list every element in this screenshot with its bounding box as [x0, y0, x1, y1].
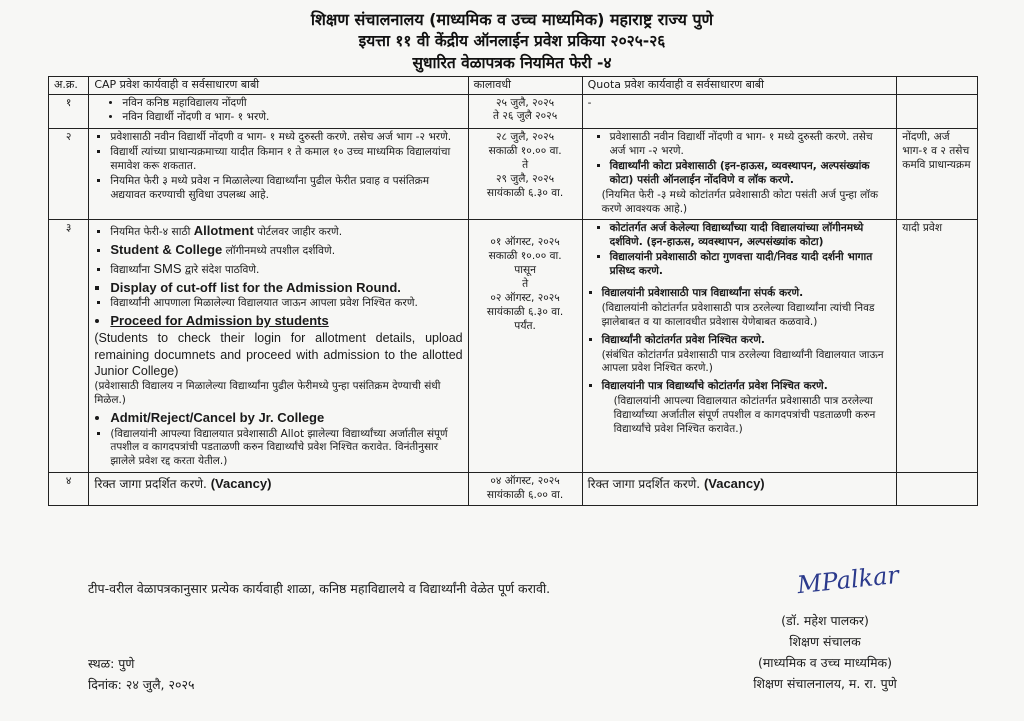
header-cap: CAP प्रवेश कार्यवाही व सर्वसाधारण बाबी [89, 77, 468, 95]
header-extra [897, 77, 978, 95]
signatory-designation-2: (माध्यमिक व उच्च माध्यमिक) [757, 655, 893, 670]
admission-paragraph: (Students to check their login for allotment details, upload remaining documnets and proceed with admission to the allotted Junior College) [94, 331, 463, 379]
item-text: विद्यार्थ्यांना [110, 263, 150, 276]
row-serial: ३ [49, 220, 89, 473]
quota-note: (नियमित फेरी -३ मध्ये कोटांतर्गत प्रवेशासाठी कोटा पसंती अर्ज पुन्हा लॉक करणे आवश्यक आहे.) [601, 189, 879, 216]
quota-cell [582, 473, 897, 506]
date-cell [468, 220, 582, 473]
list-item: ▪ कोटांतर्गत अर्ज केलेल्या विद्यार्थ्यांच्या यादी विद्यालयांच्या लॉगीनमध्ये दर्शविणे. (इन-हाऊस, व्यवस्थापन, अल्पसंख्यांक कोटा) [610, 222, 892, 250]
date-line: २९ जुलै, २०२५ [495, 173, 555, 186]
place: स्थळ: पुणे [88, 656, 135, 671]
item-text: रिक्त जागा प्रदर्शित करणे. [94, 477, 207, 492]
date-line: ०१ ऑगस्ट, २०२५ [490, 236, 560, 249]
list-item: • नविन कनिष्ठ महाविद्यालय नोंदणी [122, 97, 462, 111]
header-line-1: शिक्षण संचालनालय (माध्यमिक व उच्च माध्यमिक) महाराष्ट्र राज्य पुणे [310, 10, 714, 29]
signatory-designation-3: शिक्षण संचालनालय, म. रा. पुणे [753, 676, 897, 691]
cap-cell [89, 94, 468, 129]
date-line: सायंकाळी ६.३० वा. [486, 187, 564, 200]
table-header-row [49, 77, 978, 95]
list-item: ▪ विद्यार्थ्यांनी कोटांतर्गत प्रवेश निश्चित करणे. [602, 334, 892, 348]
extra-cell: नोंदणी, अर्ज भाग-१ व २ तसेच कमवि प्राधान्यक्रम [897, 129, 978, 220]
signatory-name: (डॉ. महेश पालकर) [781, 613, 869, 628]
date-cell [468, 473, 582, 506]
item-text: नियमित फेरी-४ साठी [110, 226, 191, 239]
cap-cell [89, 220, 468, 473]
date-line: सकाळी १०.०० वा. [488, 145, 562, 158]
item-text: द्वारे संदेश पाठविणे. [184, 263, 260, 276]
extra-cell [897, 473, 978, 506]
header-quota: Quota प्रवेश कार्यवाही व सर्वसाधारण बाबी [582, 77, 897, 95]
list-item: ▪ प्रवेशासाठी नवीन विद्यार्थी नोंदणी व भाग- १ मध्ये दुरुस्ती करणे. तसेच अर्ज भाग -२ भरणे. [110, 131, 462, 145]
quota-cell [582, 129, 897, 220]
date-line: पासून [514, 263, 536, 276]
item-keyword: (Vacancy) [703, 476, 765, 492]
table-row [49, 94, 978, 129]
list-item [110, 260, 462, 278]
list-item: ▪ प्रवेशासाठी नवीन विद्यार्थी नोंदणी व भाग- १ मध्ये दुरुस्ती करणे. तसेच अर्ज भाग -२ भरणे. [610, 131, 892, 159]
cap-cell [89, 129, 468, 220]
list-item: ▪ (विद्यालयांनी आपल्या विद्यालयात प्रवेशासाठी Allot झालेल्या विद्यार्थ्यांच्या अर्जातील संपूर्ण तपशील व कागदपत्रांची पडताळणी करुन विद्यार्थ्यांचे प्रवेश निश्चित करावेत. विनंतीनुसार झालेले प्रवेश रद्द करता येतील.) [110, 428, 462, 470]
date-line: पर्यंत. [514, 319, 536, 332]
item-text: पोर्टलवर जाहीर करणे. [257, 226, 343, 239]
row-serial: १ [49, 94, 89, 129]
date-line: सायंकाळी ६.०० वा. [486, 489, 564, 502]
date-cell [468, 129, 582, 220]
date-cell [468, 94, 582, 129]
list-item [110, 241, 462, 259]
header-serial: अ.क्र. [49, 77, 89, 95]
list-item: • Proceed for Admission by students [110, 312, 462, 329]
cap-cell [89, 473, 468, 506]
issue-date: दिनांक: २४ जुलै, २०२५ [88, 677, 195, 692]
date-line: ०२ ऑगस्ट, २०२५ [490, 291, 560, 304]
header-line-2: इयत्ता ११ वी केंद्रीय ऑनलाईन प्रवेश प्रकिया २०२५-२६ [358, 32, 666, 50]
signatory-designation-1: शिक्षण संचालक [789, 634, 861, 649]
date-line: सकाळी १०.०० वा. [488, 250, 562, 263]
date-line: सायंकाळी ६.३० वा. [486, 305, 564, 318]
signature: MPalkar [795, 560, 901, 600]
list-item: ▪ विद्यार्थ्यांनी कोटा प्रवेशासाठी (इन-हाऊस, व्यवस्थापन, अल्पसंख्यांक कोटा) पसंती ऑनलाईन नोंदविणे व लॉक करणे. [610, 160, 892, 188]
item-keyword: SMS [153, 260, 182, 276]
item-keyword: Student & College [110, 242, 223, 258]
list-item [110, 222, 462, 240]
quota-note: (विद्यालयांनी आपल्या विद्यालयात कोटांतर्गत प्रवेशासाठी पात्र ठरलेल्या विद्यार्थ्यांच्या अर्जातील संपूर्ण तपशील व कागदपत्रांची पडताळणी करुन विद्यार्थ्यांचे प्रवेश निश्चित करावेत.) [613, 395, 876, 435]
list-item: ▪ विद्यार्थी त्यांच्या प्राधान्यक्रमाच्या यादीत किमान १ ते कमाल १० उच्च माध्यमिक विद्यालयांचा समावेश करू शकतात. [110, 146, 462, 174]
list-item: • Admit/Reject/Cancel by Jr. College [110, 409, 462, 426]
list-item: ▪ विद्यार्थ्यांनी आपणाला मिळालेल्या विद्यालयात जाऊन आपला प्रवेश निश्चित करणे. [110, 297, 462, 311]
date-line: ते [522, 159, 529, 172]
quota-cell: - [582, 94, 897, 129]
table-row [49, 220, 978, 473]
table-row [49, 473, 978, 506]
table-row [49, 129, 978, 220]
date-line: २५ जुलै, २०२५ [495, 96, 555, 109]
date-line: २८ जुलै, २०२५ [495, 131, 555, 144]
cap-note: (प्रवेशासाठी विद्यालय न मिळालेल्या विद्यार्थ्यांना पुढील फेरीमध्ये पुन्हा पसंतिक्रम देण्याची संधी मिळेल.) [94, 379, 441, 406]
list-item: ▪ विद्यालयांनी प्रवेशासाठी कोटा गुणवत्ता यादी/निवड यादी दर्शनी भागात प्रसिध्द करणे. [610, 251, 892, 279]
row-serial: २ [49, 129, 89, 220]
list-item: ▪ नियमित फेरी ३ मध्ये प्रवेश न मिळालेल्या विद्यार्थ्यांना पुढील फेरीत प्रवाह व पसंतिक्रम अद्ययावत करण्याची सुविधा उपलब्ध आहे. [110, 175, 462, 203]
header-line-3: सुधारित वेळापत्रक नियमित फेरी -४ [412, 54, 612, 72]
extra-cell: यादी प्रवेश [897, 220, 978, 473]
row-serial: ४ [49, 473, 89, 506]
item-text: रिक्त जागा प्रदर्शित करणे. [587, 477, 701, 492]
quota-note: (विद्यालयांनी कोटांतर्गत प्रवेशासाठी पात्र ठरलेल्या विद्यार्थ्यांना त्यांची निवड झालेबाबत व या कालावधीत प्रवेशास येणेबाबत कळवावे.) [601, 301, 875, 328]
item-text: लॉगीनमध्ये तपशील दर्शविणे. [225, 245, 336, 258]
item-keyword: Allotment [193, 223, 254, 239]
list-item: ▪ Display of cut-off list for the Admission Round. [110, 279, 462, 296]
quota-note: (संबंधित कोटांतर्गत प्रवेशासाठी पात्र ठरलेल्या विद्यार्थ्यांनी विद्यालयात जाऊन आपला प्रवेश निश्चित करणे.) [601, 348, 884, 375]
extra-cell [897, 94, 978, 129]
list-item: • नविन विद्यार्थी नोंदणी व भाग- १ भरणे. [122, 111, 462, 125]
header-duration: कालावधी [468, 77, 582, 95]
schedule-table [48, 76, 978, 506]
date-line: ०४ ऑगस्ट, २०२५ [490, 475, 560, 488]
date-line: ते [522, 277, 529, 290]
footer-note: टीप-वरील वेळापत्रकानुसार प्रत्येक कार्यवाही शाळा, कनिष्ठ महाविद्यालये व विद्यार्थ्यांनी वेळेत पूर्ण करावी. [88, 581, 551, 596]
item-keyword: (Vacancy) [210, 476, 272, 492]
list-item: ▪ विद्यालयांनी पात्र विद्यार्थ्यांचे कोटांतर्गत प्रवेश निश्चित करणे. [602, 380, 892, 394]
date-line: ते २६ जुलै २०२५ [492, 110, 558, 123]
list-item: ▪ विद्यालयांनी प्रवेशासाठी पात्र विद्यार्थ्यांना संपर्क करणे. [602, 287, 892, 301]
quota-cell [582, 220, 897, 473]
